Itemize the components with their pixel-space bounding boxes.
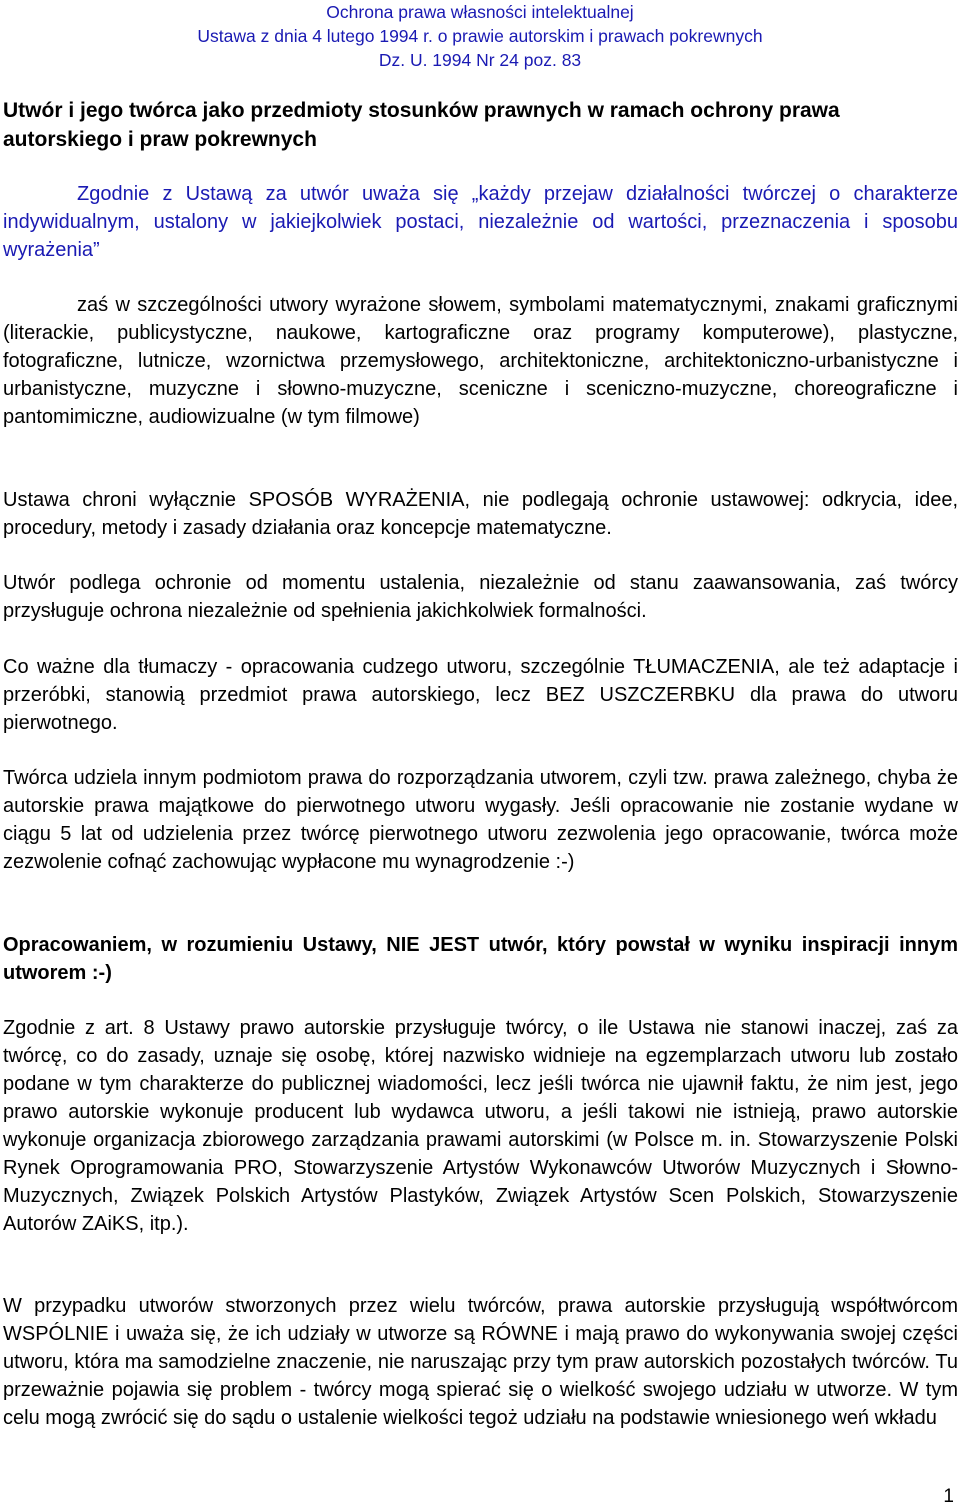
header-topic: Ochrona prawa własności intelektualnej [326, 2, 634, 22]
page-number: 1 [943, 1486, 954, 1507]
paragraph-derivative-rights: Twórca udziela innym podmiotom prawa do rozporządzania utworem, czyli tzw. prawa zależnego, chyba że autorskie prawa majątkowe do pierwotnego utworu wygasły. Jeśli opracowanie nie zostanie wydane w ciągu 5 lat od udzielenia przez twórcę pierwotnego utworu zezwolenia jego opracowanie, twórca może zezwolenie cofnąć zachowując wypłacone mu wynagrodzenie :-) [3, 767, 958, 873]
paragraph-expression: Ustawa chroni wyłącznie SPOSÓB WYRAŻENIA, nie podlegają ochronie ustawowej: odkrycia, idee, procedury, metody i zasady działania oraz koncepcje matematyczne. [3, 489, 958, 539]
paragraph-translations: Co ważne dla tłumaczy - opracowania cudzego utworu, szczególnie TŁUMACZENIA, ale też adaptacje i przeróbki, stanowią przedmiot prawa autorskiego, lecz BEZ USZCZERBKU dla prawa do utworu pierwotnego. [3, 656, 958, 734]
header-act-title: Ustawa z dnia 4 lutego 1994 r. o prawie autorskim i prawach pokrewnych [197, 26, 763, 46]
work-definition-paragraph: Zgodnie z Ustawą za utwór uważa się „każdy przejaw działalności twórczej o charakterze indywidualnym, ustalony w jakiejkolwiek postaci, niezależnie od wartości, przeznaczenia i sposobu wyrażenia” [3, 183, 958, 261]
section-title: Utwór i jego twórca jako przedmioty stosunków prawnych w ramach ochrony prawa autorskiego i praw pokrewnych [3, 99, 840, 151]
examples-paragraph: zaś w szczególności utwory wyrażone słowem, symbolami matematycznymi, znakami graficznymi (literackie, publicystyczne, naukowe, kartograficzne oraz programy komputerowe), plastyczne, fotograficzne, lutnicze, wzornictwa przemysłowego, architektoniczne, architektoniczno-urbanistyczne i urbanistyczne, muzyczne i słowno-muzyczne, sceniczne i sceniczno-muzyczne, choreograficzne i pantomimiczne, audiowizualne (w tym filmowe) [3, 294, 958, 428]
paragraph-protection-moment: Utwór podlega ochronie od momentu ustalenia, niezależnie od stanu zaawansowania, zaś twórcy przysługuje ochrona niezależnie od spełnienia jakichkolwiek formalności. [3, 572, 958, 622]
paragraph-article-8: Zgodnie z art. 8 Ustawy prawo autorskie przysługuje twórcy, o ile Ustawa nie stanowi inaczej, zaś za twórcę, co do zasady, uznaje się osobę, której nazwisko widnieje na egzemplarzach utworu lub zostało podane w tym charakterze do publicznej wiadomości, lecz jeśli twórca nie ujawnił faktu, że nim jest, jego prawo autorskie wykonuje producent lub wydawca utworu, a jeśli takowi nie istnieją, prawo autorskie wykonuje organizacja zbiorowego zarządzania prawami autorskimi (w Polsce m. in. Stowarzyszenie Polski Rynek Oprogramowania PRO, Stowarzyszenie Artystów Wykonawców Utworów Muzycznych i Słowno-Muzycznych, Związek Polskich Artystów Plastyków, Związek Artystów Scen Polskich, Stowarzyszenie Autorów ZAiKS, itp.). [3, 1017, 958, 1235]
document-header [0, 0, 960, 72]
header-citation: Dz. U. 1994 Nr 24 poz. 83 [378, 50, 582, 70]
paragraph-inspiration: Opracowaniem, w rozumieniu Ustawy, NIE JEST utwór, który powstał w wyniku inspiracji innym utworem :-) [3, 934, 958, 984]
paragraph-co-authors: W przypadku utworów stworzonych przez wielu twórców, prawa autorskie przysługują współtwórcom WSPÓLNIE i uważa się, że ich udziały w utworze są RÓWNE i mają prawo do wykonywania swojej części utworu, która ma samodzielne znaczenie, nie naruszając przy tym praw autorskich pozostałych twórców. Tu przeważnie pojawia się problem - twórcy mogą spierać się o wielkość swojego udziału w utworze. W tym celu mogą zwrócić się do sądu o ustalenie wielkości tegoż udziału na podstawie wniesionego weń wkładu [3, 1295, 958, 1429]
